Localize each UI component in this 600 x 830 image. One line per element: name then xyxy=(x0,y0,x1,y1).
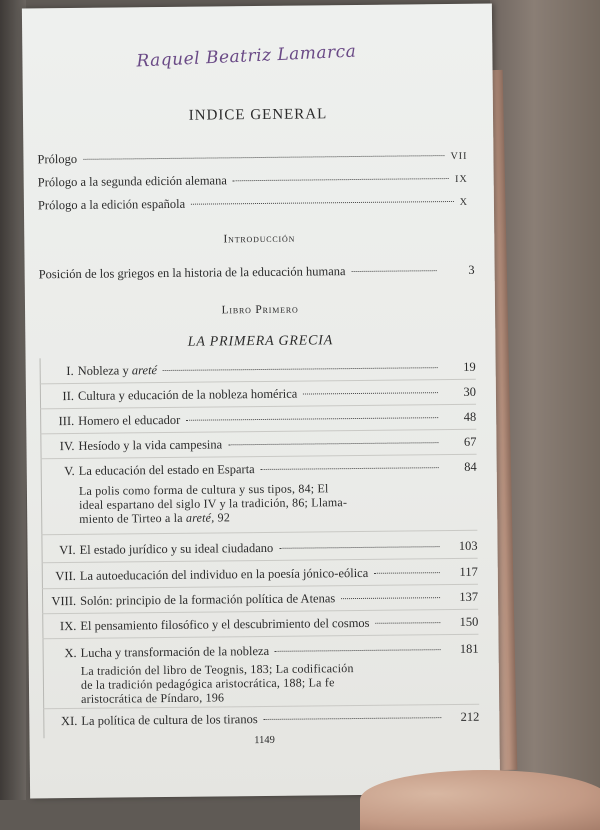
toc-entry-page: 3 xyxy=(468,262,475,277)
leader-dots xyxy=(303,392,438,394)
leader-dots xyxy=(228,442,438,445)
leader-dots xyxy=(233,178,449,181)
chapter-title: La educación del estado en Esparta xyxy=(78,462,255,478)
chapter-number: I. xyxy=(66,363,74,379)
chapter-title: Cultura y educación de la nobleza homérica xyxy=(77,386,298,403)
toc-chapter-xi[interactable] xyxy=(43,710,479,730)
toc-entry-label: Posición de los griegos en la historia de la educación humana xyxy=(38,264,346,282)
toc-chapter-vii[interactable] xyxy=(42,565,478,585)
toc-chapter-iii[interactable] xyxy=(40,410,476,430)
row-divider xyxy=(40,429,476,435)
chapter-title: Nobleza y areté xyxy=(77,363,158,378)
chapter-number: IX. xyxy=(59,618,77,634)
chapter-title: El estado jurídico y su ideal ciudadano xyxy=(79,540,274,557)
leader-dots xyxy=(163,367,438,371)
leader-dots xyxy=(186,417,438,421)
book-heading: Libro Primero xyxy=(221,303,299,317)
chapter-title: La autoeducación del individuo en la poesía jónico-eólica xyxy=(79,565,369,583)
section-heading-introduccion: Introducción xyxy=(223,232,296,246)
toc-entry-prologo-segunda[interactable] xyxy=(38,171,468,191)
chapter-title: El pensamiento filosófico y el descubrimiento del cosmos xyxy=(80,615,370,633)
toc-chapter-ix[interactable] xyxy=(42,615,478,635)
thumb-holding-page xyxy=(360,770,600,830)
chapter-number: VI. xyxy=(59,542,76,558)
chapter-number: V. xyxy=(64,463,75,479)
toc-chapter-vi[interactable] xyxy=(41,539,477,559)
toc-chapter-i[interactable] xyxy=(40,360,476,380)
leader-dots xyxy=(374,572,440,574)
chapter-number: XI. xyxy=(60,713,78,729)
toc-entry-label: Prólogo xyxy=(37,151,78,167)
row-divider xyxy=(42,584,478,590)
chapter-page: 67 xyxy=(463,434,477,449)
row-divider xyxy=(40,379,476,385)
chapter-v-subtopics: La polis como forma de cultura y sus tipos, 84; El ideal espartano del siglo IV y la tradición, 86; Llama- miento de Tirteo a la areté, 92 xyxy=(78,481,348,526)
toc-chapter-v[interactable] xyxy=(41,460,477,480)
row-divider xyxy=(42,609,478,615)
chapter-number: II. xyxy=(62,388,75,404)
chapter-page: 181 xyxy=(459,641,479,656)
chapter-title: Solón: principio de la formación política de Atenas xyxy=(80,591,336,608)
owner-signature: Raquel Beatriz Lamarca xyxy=(136,41,357,72)
row-divider xyxy=(41,530,477,536)
toc-entry-prologo[interactable] xyxy=(37,148,467,168)
leader-dots xyxy=(275,649,441,652)
page-title: INDICE GENERAL xyxy=(188,106,328,124)
chapter-page: 30 xyxy=(463,384,476,399)
chapter-title: Homero el educador xyxy=(78,412,181,428)
chapter-title: Hesíodo y la vida campesina xyxy=(78,437,223,453)
chapter-number: VII. xyxy=(55,568,76,584)
chapter-page: 48 xyxy=(463,409,477,424)
row-divider xyxy=(42,558,478,564)
page-folio-number: 1149 xyxy=(254,734,275,747)
toc-entry-label: Prólogo a la edición española xyxy=(37,196,186,213)
toc-chapter-viii[interactable] xyxy=(42,590,478,610)
row-divider xyxy=(41,454,477,460)
leader-dots xyxy=(376,622,441,624)
leader-dots xyxy=(279,546,439,549)
chapter-page: 117 xyxy=(459,564,478,579)
chapter-number: IV. xyxy=(59,438,75,454)
toc-entry-prologo-espanola[interactable] xyxy=(38,194,468,214)
row-divider xyxy=(42,634,478,640)
chapter-page: 19 xyxy=(463,359,476,374)
chapter-x-subtopics: La tradición del libro de Teognis, 183; La codificación de la tradición pedagógica aristocrática, 188; La fe aristocrática de Píndaro, 196 xyxy=(80,661,354,706)
chapter-title: Lucha y transformación de la nobleza xyxy=(80,643,270,660)
chapter-page: 150 xyxy=(459,614,479,629)
leader-dots xyxy=(264,717,442,720)
toc-entry-introduccion[interactable] xyxy=(39,263,475,283)
toc-entry-page: IX xyxy=(455,173,468,185)
chapter-number: X. xyxy=(64,645,77,661)
leader-dots xyxy=(261,467,439,470)
chapter-page: 137 xyxy=(459,589,479,604)
book-page xyxy=(22,4,500,799)
chapter-page: 84 xyxy=(464,459,477,474)
chapter-number: VIII. xyxy=(51,593,77,609)
chapter-number: III. xyxy=(58,413,75,429)
chapter-title: La política de cultura de los tiranos xyxy=(81,712,258,728)
toc-entry-page: VII xyxy=(450,150,468,163)
toc-chapter-ii[interactable] xyxy=(40,385,476,405)
chapter-page: 103 xyxy=(458,538,478,553)
toc-chapter-x[interactable] xyxy=(43,642,479,662)
chapter-page: 212 xyxy=(460,709,480,724)
leader-dots xyxy=(191,201,454,205)
leader-dots xyxy=(352,270,437,272)
toc-chapter-iv[interactable] xyxy=(40,435,476,455)
row-divider xyxy=(40,404,476,410)
part-title: LA PRIMERA GRECIA xyxy=(187,333,334,350)
toc-entry-label: Prólogo a la segunda edición alemana xyxy=(37,173,227,190)
leader-dots xyxy=(341,597,440,599)
leader-dots xyxy=(83,155,445,160)
toc-entry-page: X xyxy=(459,196,468,208)
